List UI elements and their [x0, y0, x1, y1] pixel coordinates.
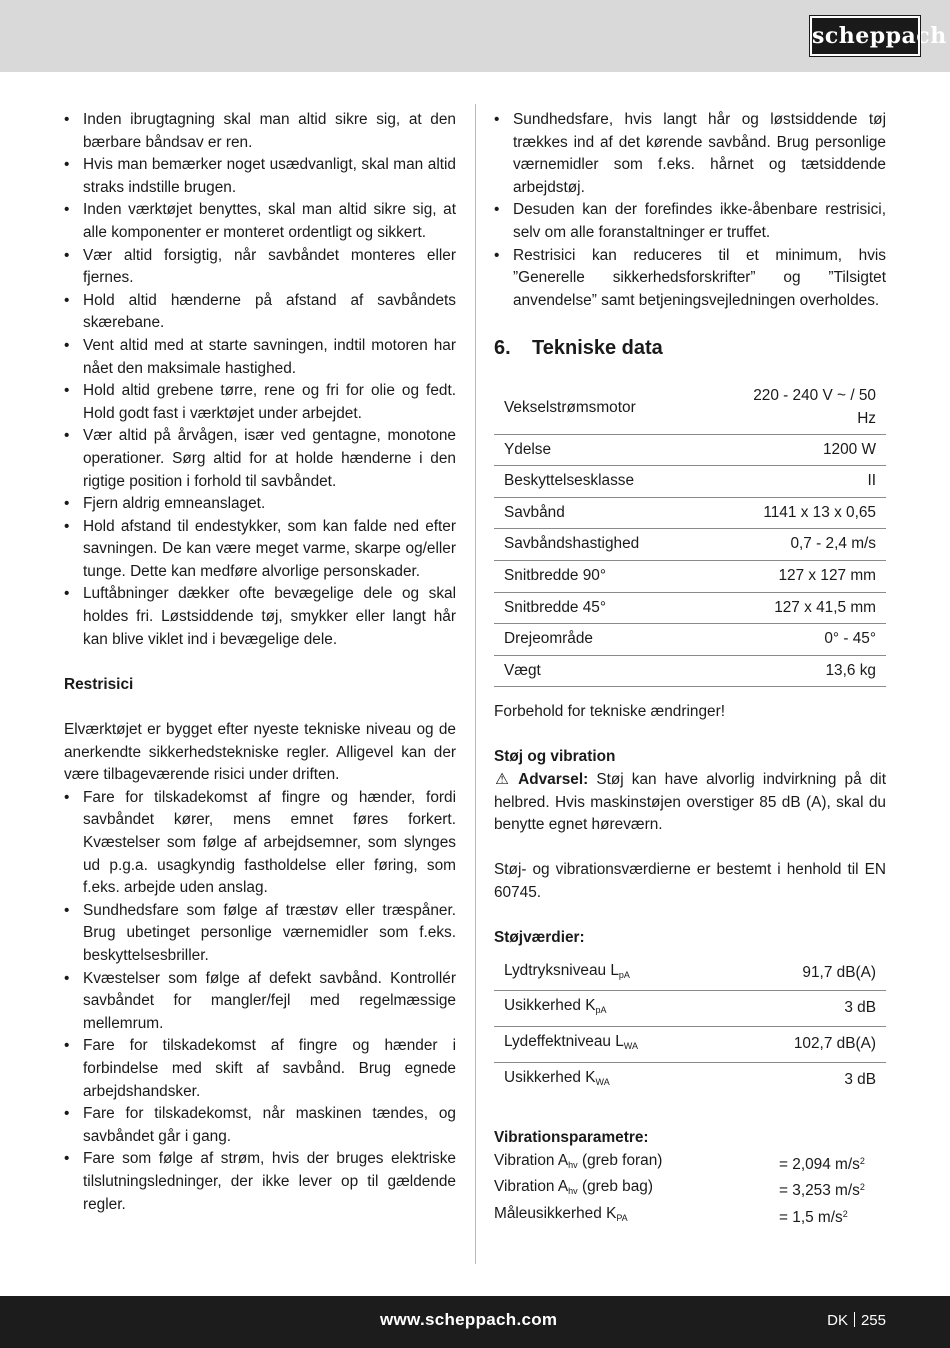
- spec-value: 127 x 127 mm: [726, 560, 886, 592]
- section-title: Tekniske data: [532, 337, 663, 360]
- spec-value: 220 - 240 V ~ / 50 Hz: [726, 382, 886, 434]
- warning-triangle-icon: ⚠: [495, 771, 509, 789]
- list-item: • Inden værktøjet benyttes, skal man altid sikre sig, at alle komponenter er monteret ordentligt og sikkert.: [64, 199, 456, 244]
- list-item: • Sundhedsfare som følge af træstøv eller træspåner. Brug ubetinget personlige værnemidler som f.eks. beskyttelsesbriller.: [64, 900, 456, 968]
- noise-heading: Støj og vibration: [494, 748, 616, 766]
- list-item: • Luftåbninger dækker ofte bevægelige dele og skal holdes fri. Løstsiddende tøj, smykker eller langt hår kan blive viklet ind i bevægelige dele.: [64, 583, 456, 651]
- risk-list: [64, 787, 456, 1216]
- spec-label: Vægt: [494, 655, 726, 687]
- list-item: • Vent altid med at starte savningen, indtil motoren har nået den maksimale hastighed.: [64, 335, 456, 380]
- spec-label: Snitbredde 45°: [494, 592, 726, 624]
- noise-label-text: Lydeffektniveau L: [504, 1033, 624, 1050]
- restrisici-heading: Restrisici: [64, 675, 134, 693]
- vibration-label: [494, 1203, 779, 1230]
- noise-values-heading: Støjværdier:: [494, 929, 585, 947]
- spec-label: Savbånd: [494, 497, 726, 529]
- spec-label: Vekselstrømsmotor: [494, 382, 726, 434]
- noise-label-subscript: pA: [595, 1005, 607, 1016]
- noise-value: 3 dB: [844, 1070, 876, 1088]
- noise-label-text: Usikkerhed K: [504, 997, 596, 1015]
- vibration-value-exponent: 2: [859, 1182, 865, 1193]
- list-item: • Inden ibrugtagning skal man altid sikre sig, at den bærbare båndsav er ren.: [64, 109, 456, 154]
- page-footer: [0, 1296, 950, 1348]
- vibration-value: [779, 1176, 865, 1203]
- noise-label-subscript: WA: [595, 1076, 610, 1087]
- spacer: [64, 696, 456, 719]
- table-row: [494, 1062, 886, 1097]
- vibration-label-suffix: (greb bag): [577, 1178, 653, 1196]
- spec-value: 1200 W: [726, 434, 886, 466]
- vibration-value: [779, 1203, 848, 1230]
- spec-value: 0,7 - 2,4 m/s: [726, 529, 886, 561]
- table-row: [494, 434, 886, 466]
- noise-label: [494, 1062, 730, 1097]
- noise-label: [494, 1027, 730, 1063]
- list-item: • Hold altid grebene tørre, rene og fri for olie og fedt. Hold godt fast i værktøjet under arbejdet.: [64, 380, 456, 425]
- technical-changes-note: Forbehold for tekniske ændringer!: [494, 703, 725, 721]
- noise-value: 3 dB: [730, 991, 886, 1027]
- vibration-value-text: = 1,5 m/s: [779, 1208, 843, 1226]
- list-item: • Fare for tilskadekomst af fingre og hænder, fordi savbåndet kører, mens emnet føres forkert. Kvæstelser som følge af arbejdsemner, som slynges ud p.g.a. usagkyndig fastholdelse eller føring, som f.eks. arbejde uden anslag.: [64, 787, 456, 900]
- safety-list: [64, 109, 456, 651]
- noise-value: 91,7 dB(A): [730, 956, 886, 991]
- vibration-label: [494, 1176, 779, 1203]
- vibration-value-text: = 2,094 m/s: [779, 1155, 860, 1173]
- spec-label: Snitbredde 90°: [494, 560, 726, 592]
- website-link[interactable]: www.scheppach.com: [380, 1310, 558, 1329]
- table-row: [494, 497, 886, 529]
- page-header: [0, 0, 950, 72]
- vibration-label: [494, 1150, 779, 1177]
- noise-label-text: Lydtryksniveau L: [504, 961, 619, 979]
- list-item: • Desuden kan der forefindes ikke-åbenbare restrisici, selv om alle foranstaltninger er truffet.: [494, 199, 886, 244]
- vibration-row: [494, 1150, 886, 1177]
- risk-list-continued: [494, 109, 886, 312]
- noise-label: [494, 956, 730, 991]
- table-row: [494, 655, 886, 687]
- column-divider: [475, 104, 476, 1264]
- table-row: [494, 1027, 886, 1063]
- vibration-list: [494, 1150, 886, 1230]
- noise-label: [494, 991, 730, 1027]
- technical-data-table: [494, 382, 886, 687]
- spacer: [494, 724, 886, 747]
- list-item: • Hold altid hænderne på afstand af savbåndets skærebane.: [64, 290, 456, 335]
- list-item: • Fare for tilskadekomst af fingre og hænder i forbindelse med skift af savbånd. Brug egnede arbejdshandsker.: [64, 1035, 456, 1103]
- noise-label-subscript: WA: [623, 1041, 638, 1051]
- scheppach-logo: scheppach: [810, 16, 920, 56]
- vibration-row: [494, 1203, 886, 1230]
- table-row: [494, 624, 886, 656]
- vibration-row: [494, 1176, 886, 1203]
- page-number: [827, 1310, 886, 1333]
- list-item: • Fjern aldrig emneanslaget.: [64, 493, 456, 516]
- right-column: [494, 109, 886, 1230]
- warning-label: Advarsel:: [518, 771, 589, 789]
- spec-label: Ydelse: [494, 434, 726, 466]
- noise-value: 102,7 dB(A): [730, 1027, 886, 1063]
- spacer: [64, 651, 456, 674]
- warning-text: Støj kan have alvorlig indvirkning på dit helbred. Hvis maskinstøjen overstiger 85 dB (A), skal du benytte egnet høreværn.: [494, 771, 886, 834]
- table-row: [494, 956, 886, 991]
- vibration-value-exponent: 2: [859, 1155, 865, 1166]
- list-item: • Kvæstelser som følge af defekt savbånd. Kontrollér savbåndet for mangler/fejl med regelmæssige mellemrum.: [64, 968, 456, 1036]
- table-row: [494, 560, 886, 592]
- spec-label: Beskyttelsesklasse: [494, 466, 726, 498]
- section-heading: [494, 334, 886, 362]
- vibration-label-subscript: hv: [568, 1159, 578, 1170]
- list-item: • Vær altid forsigtig, når savbåndet monteres eller fjernes.: [64, 245, 456, 290]
- spec-value: II: [726, 466, 886, 498]
- vibration-label-subscript: PA: [616, 1212, 628, 1223]
- vibration-label-text: Vibration A: [494, 1151, 569, 1169]
- spec-value: 1141 x 13 x 0,65: [726, 497, 886, 529]
- noise-label-subscript: pA: [618, 969, 630, 980]
- table-row: [494, 991, 886, 1027]
- spacer: [494, 837, 886, 860]
- list-item: • Fare for tilskadekomst, når maskinen tændes, og savbåndet går i gang.: [64, 1103, 456, 1148]
- noise-values-table: [494, 956, 886, 1097]
- list-item: • Sundhedsfare, hvis langt hår og løstsiddende tøj trækkes ind af det kørende savbånd. Brug personlige værnemidler som f.eks. hårnet og tætsiddende arbejdstøj.: [494, 109, 886, 199]
- noise-label-text: Usikkerhed K: [504, 1068, 596, 1086]
- table-row: [494, 466, 886, 498]
- list-item: • Fare som følge af strøm, hvis der bruges elektriske tilslutningsledninger, der ikke lever op til gældende regler.: [64, 1148, 456, 1216]
- spec-label: Drejeområde: [494, 624, 726, 656]
- vibration-label-subscript: hv: [568, 1186, 578, 1197]
- noise-standard-note: Støj- og vibrationsværdierne er bestemt i henhold til EN 60745.: [494, 861, 886, 902]
- page-number-value: 255: [860, 1312, 886, 1329]
- list-item: • Hvis man bemærker noget usædvanligt, skal man altid straks indstille brugen.: [64, 154, 456, 199]
- vibration-label-text: Vibration A: [494, 1178, 569, 1196]
- vibration-value-text: = 3,253 m/s: [779, 1182, 860, 1200]
- vibration-heading: Vibrationsparametre:: [494, 1129, 649, 1147]
- table-row: [494, 382, 886, 434]
- spec-value: 0° - 45°: [726, 624, 886, 656]
- spec-value: 13,6 kg: [726, 655, 886, 687]
- spacer: [494, 905, 886, 928]
- list-item: • Vær altid på årvågen, især ved gentagne, monotone operationer. Sørg altid for at holde hænderne i den rigtige position i forhold til savbåndet.: [64, 425, 456, 493]
- language-code: DK: [827, 1312, 848, 1329]
- list-item: • Hold afstand til endestykker, som kan falde ned efter savningen. De kan være meget varme, skarpe og/eller tunge. Dette kan medføre alvorlige personskader.: [64, 516, 456, 584]
- spec-label: Savbåndshastighed: [494, 529, 726, 561]
- left-column: [64, 109, 456, 1216]
- table-row: [494, 592, 886, 624]
- vibration-value-exponent: 2: [842, 1208, 848, 1219]
- spec-value: 127 x 41,5 mm: [726, 592, 886, 624]
- warning-paragraph: [494, 769, 886, 837]
- vibration-value: [779, 1150, 865, 1177]
- restrisici-intro: Elværktøjet er bygget efter nyeste tekniske niveau og de anerkendte sikkerhedstekniske regler. Alligevel kan der være tilbageværende risici under driften.: [64, 721, 456, 784]
- table-row: [494, 529, 886, 561]
- separator: [854, 1312, 855, 1327]
- vibration-label-suffix: (greb foran): [577, 1151, 663, 1169]
- vibration-label-text: Måleusikkerhed K: [494, 1204, 617, 1222]
- list-item: • Restrisici kan reduceres til et minimum, hvis ”Generelle sikkerhedsforskrifter” og ”Tilsigtet anvendelse” samt betjeningsvejledningen overholdes.: [494, 245, 886, 313]
- section-number: 6.: [494, 337, 511, 360]
